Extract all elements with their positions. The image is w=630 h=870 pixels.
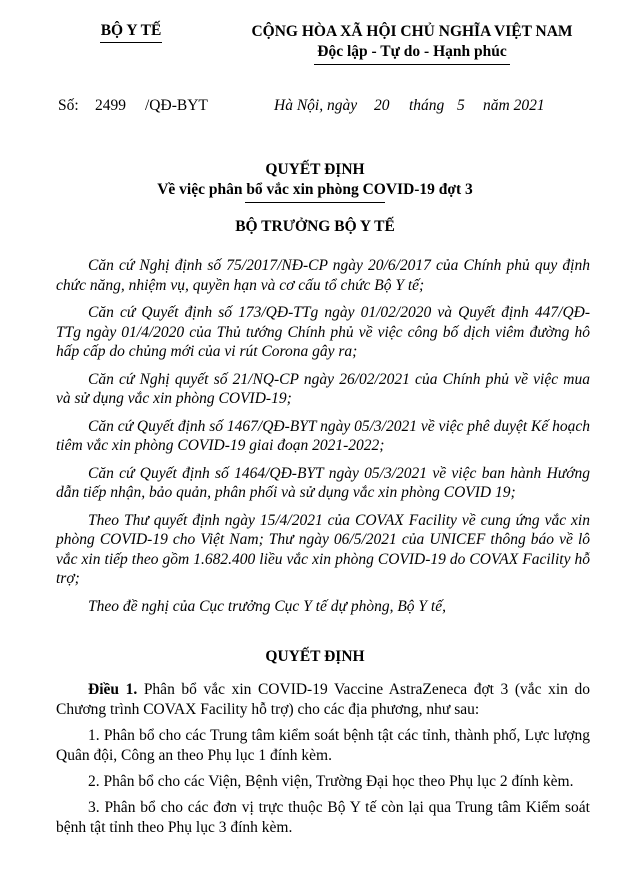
basis-paragraph: Căn cứ Quyết định số 1464/QĐ-BYT ngày 05/3/2021 về việc ban hành Hướng dẫn tiếp nhận, bảo quản, phân phối và sử dụng vắc xin phòng COVID 19; xyxy=(56,464,590,501)
basis-paragraph: Căn cứ Nghị quyết số 21/NQ-CP ngày 26/02/2021 của Chính phủ về việc mua và sử dụng vắc xin phòng COVID-19; xyxy=(56,370,590,407)
decision-title: QUYẾT ĐỊNH xyxy=(265,161,365,178)
article-1-item: 2. Phân bổ cho các Viện, Bệnh viện, Trường Đại học theo Phụ lục 2 đính kèm. xyxy=(88,773,574,790)
legal-bases xyxy=(56,256,590,624)
ministry-underline xyxy=(100,42,162,43)
national-motto: Độc lập - Tự do - Hạnh phúc xyxy=(317,43,507,60)
basis-paragraph: Theo đề nghị của Cục trưởng Cục Y tế dự phòng, Bộ Y tế, xyxy=(88,597,446,615)
basis-paragraph: Căn cứ Quyết định số 1467/QĐ-BYT ngày 05/3/2021 về việc phê duyệt Kế hoạch tiêm vắc xin phòng COVID-19 giai đoạn 2021-2022; xyxy=(56,417,590,454)
basis-paragraph: Căn cứ Quyết định số 173/QĐ-TTg ngày 01/02/2020 và Quyết định 447/QĐ-TTg ngày 01/4/2020 của Thủ tướng Chính phủ về việc công bố dịch viêm đường hô hấp cấp do chủng mới của vi rút Corona gây ra; xyxy=(56,304,590,360)
so-label: Số: xyxy=(58,97,79,114)
date-month: 5 xyxy=(457,97,465,114)
month-label: tháng xyxy=(409,97,445,114)
decision-title-block xyxy=(0,160,630,203)
article-1-text: Phân bổ vắc xin COVID-19 Vaccine AstraZeneca đợt 3 (vắc xin do Chương trình COVAX Facility hỗ trợ) cho các địa phương, như sau: xyxy=(56,681,591,718)
place-date-label: Hà Nội, ngày xyxy=(274,97,358,114)
ministry-header xyxy=(96,22,166,43)
issuer-title: BỘ TRƯỞNG BỘ Y TẾ xyxy=(235,218,395,235)
article-1-label: Điều 1. xyxy=(88,681,138,698)
article-1-item: 1. Phân bổ cho các Trung tâm kiểm soát bệnh tật các tỉnh, thành phố, Lực lượng Quân đội, Công an theo Phụ lục 1 đính kèm. xyxy=(56,727,590,764)
year-label: năm 2021 xyxy=(483,97,545,114)
basis-paragraph: Căn cứ Nghị định số 75/2017/NĐ-CP ngày 20/6/2017 của Chính phủ quy định chức năng, nhiệm vụ, quyền hạn và cơ cấu tổ chức Bộ Y tế; xyxy=(56,257,590,294)
article-1-item: 3. Phân bổ cho các đơn vị trực thuộc Bộ Y tế còn lại qua Trung tâm Kiểm soát bệnh tật tỉnh theo Phụ lục 3 đính kèm. xyxy=(56,799,590,836)
basis-paragraph: Theo Thư quyết định ngày 15/4/2021 của COVAX Facility về cung ứng vắc xin phòng COVID-19 cho Việt Nam; Thư ngày 06/5/2021 của UNICEF thông báo về lô vắc xin tiếp theo gồm 1.682.400 liều vắc xin phòng COVID-19 do COVAX Facility hỗ trợ; xyxy=(56,511,590,587)
subject-underline xyxy=(245,202,385,203)
articles-section xyxy=(56,680,590,844)
date-day: 20 xyxy=(374,97,390,114)
national-header xyxy=(222,22,602,65)
country-name: CỘNG HÒA XÃ HỘI CHỦ NGHĨA VIỆT NAM xyxy=(251,23,573,40)
decision-number: 2499 xyxy=(95,97,126,114)
decision-suffix: /QĐ-BYT xyxy=(145,97,208,114)
article-1 xyxy=(56,680,590,720)
ministry-name: BỘ Y TẾ xyxy=(100,22,162,39)
decision-subject: Về việc phân bổ vắc xin phòng COVID-19 đợt 3 xyxy=(157,181,473,198)
decision-heading: QUYẾT ĐỊNH xyxy=(265,648,365,665)
motto-underline xyxy=(314,64,510,65)
